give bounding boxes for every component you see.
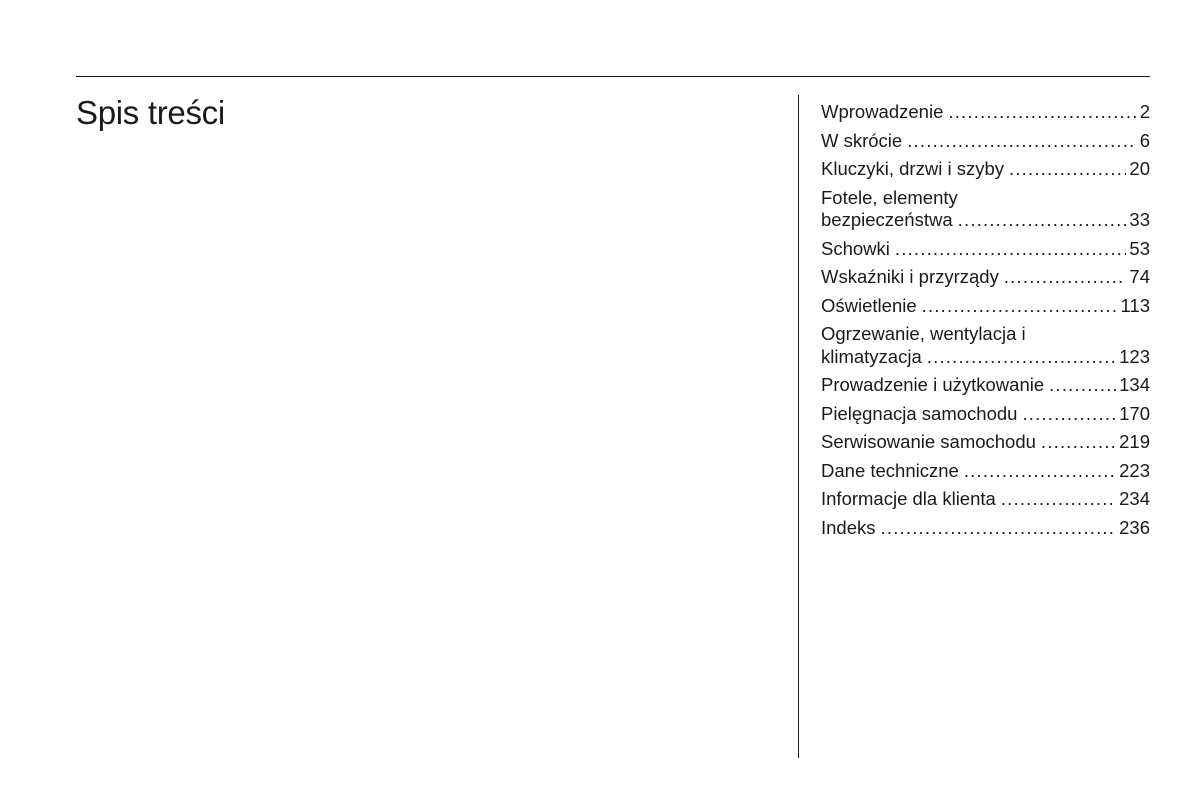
toc-page-number: 223	[1119, 459, 1150, 481]
toc-entry-wprowadzenie[interactable]	[821, 101, 1150, 124]
toc-page-number: 134	[1119, 374, 1150, 395]
toc-entry-w-skrocie[interactable]	[821, 130, 1150, 153]
toc-entry-ogrzewanie-wentylacja-klimatyzacja[interactable]	[821, 323, 1150, 368]
toc-page-number: 170	[1119, 402, 1150, 424]
toc-item	[821, 266, 1150, 289]
toc-item	[821, 517, 1150, 540]
toc-leader-dots	[927, 346, 1116, 369]
toc-page-number: 33	[1129, 209, 1150, 230]
toc-entry-prowadzenie-i-uzytkowanie[interactable]	[821, 374, 1150, 397]
toc-item	[821, 238, 1150, 261]
toc-leader-dots	[948, 101, 1136, 124]
toc-entry-label: Pielęgnacja samochodu	[821, 402, 1018, 424]
toc-entry-label: Informacje dla klienta	[821, 488, 996, 509]
toc-entry-label-first-line: Fotele, elementy	[821, 186, 958, 208]
toc-entry-label: Schowki	[821, 237, 890, 259]
toc-leader-dots	[958, 209, 1127, 232]
toc-entry-schowki[interactable]	[821, 238, 1150, 261]
toc-entry-label: klimatyzacja	[821, 345, 922, 367]
toc-entry-label: Oświetlenie	[821, 294, 917, 316]
toc-entry-label: Serwisowanie samochodu	[821, 431, 1036, 452]
toc-entry-dane-techniczne[interactable]	[821, 460, 1150, 483]
toc-leader-dots	[964, 460, 1116, 483]
toc-leader-dots	[1041, 431, 1116, 454]
toc-item	[821, 460, 1150, 483]
toc-item	[821, 158, 1150, 181]
toc-entry-label: Prowadzenie i użytkowanie	[821, 374, 1045, 395]
toc-item	[821, 488, 1150, 511]
toc-leader-dots	[1049, 374, 1116, 397]
toc-entry-indeks[interactable]	[821, 517, 1150, 540]
toc-entry-pielegnacja-samochodu[interactable]	[821, 403, 1150, 426]
toc-entry-label: Wskaźniki i przyrządy	[821, 266, 999, 287]
top-rule	[76, 76, 1150, 77]
toc-page-number: 123	[1119, 345, 1150, 367]
toc-leader-dots	[881, 517, 1117, 540]
toc-entry-kluczyki-drzwi-szyby[interactable]	[821, 158, 1150, 181]
toc-item	[821, 187, 1150, 232]
toc-item	[821, 374, 1150, 397]
toc-leader-dots	[895, 238, 1127, 261]
toc-entry-label: bezpieczeństwa	[821, 209, 953, 230]
toc-page-number: 53	[1129, 237, 1150, 259]
toc-entry-wskazniki-i-przyrzady[interactable]	[821, 266, 1150, 289]
toc-page-number: 219	[1119, 431, 1150, 452]
toc-leader-dots	[1009, 158, 1126, 181]
toc-entry-label: Kluczyki, drzwi i szyby	[821, 158, 1004, 179]
toc-item	[821, 101, 1150, 124]
toc-item	[821, 295, 1150, 318]
toc-item	[821, 323, 1150, 368]
toc-leader-dots	[1001, 488, 1116, 511]
toc-entry-serwisowanie-samochodu[interactable]	[821, 431, 1150, 454]
toc-item	[821, 431, 1150, 454]
toc-page-number: 74	[1129, 266, 1150, 287]
table-of-contents	[821, 101, 1150, 545]
toc-leader-dots	[907, 130, 1137, 153]
toc-entry-label: Wprowadzenie	[821, 101, 944, 122]
column-divider	[798, 95, 799, 758]
toc-item	[821, 403, 1150, 426]
toc-entry-label: Indeks	[821, 516, 876, 538]
toc-leader-dots	[922, 295, 1118, 318]
toc-item	[821, 130, 1150, 153]
toc-entry-fotele-elementy-bezpieczenstwa[interactable]	[821, 187, 1150, 232]
page-title: Spis treści	[76, 94, 225, 131]
toc-page-number: 236	[1119, 516, 1150, 538]
toc-page-number: 2	[1139, 101, 1150, 122]
toc-leader-dots	[1022, 403, 1116, 426]
toc-entry-label: W skrócie	[821, 129, 903, 151]
toc-entry-label-first-line: Ogrzewanie, wentylacja i	[821, 323, 1026, 344]
toc-entry-oswietlenie[interactable]	[821, 295, 1150, 318]
toc-entry-label: Dane techniczne	[821, 459, 959, 481]
toc-page-number: 6	[1139, 129, 1150, 151]
toc-page-number: 20	[1129, 158, 1150, 179]
toc-entry-informacje-dla-klienta[interactable]	[821, 488, 1150, 511]
toc-page-number: 234	[1119, 488, 1150, 509]
toc-leader-dots	[1004, 266, 1127, 289]
toc-page-number: 113	[1120, 294, 1150, 316]
